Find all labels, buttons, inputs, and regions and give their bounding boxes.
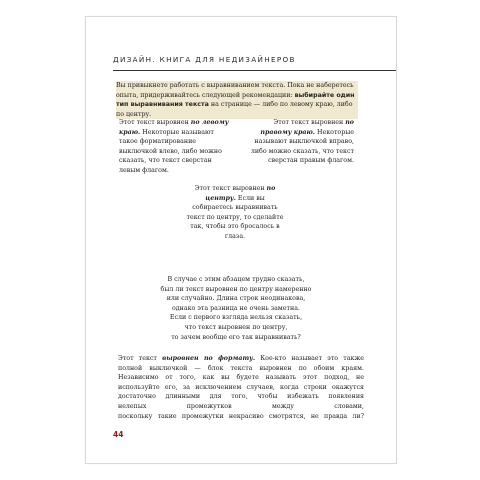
right-lead: Этот текст выровнен [273,119,344,126]
page-number: 44 [113,430,124,439]
left-lead: Этот текст выровнен [119,119,189,126]
centered-paragraph-2 [150,275,322,342]
intro-text: Вы привыкнете работать с выравниванием текста. Пока не наберетесь опыта, придерживайтесь следующей рекомендации: [116,82,354,99]
center-emphasis: по центру. [205,185,276,202]
justify-line: поскольку такие промежутки некрасиво смотрятся, не правда ли? [118,412,364,420]
intro-text-end: на странице — либо по левому краю, либо по центру. [116,101,353,118]
book-page [85,16,397,464]
right-aligned-paragraph [244,118,354,166]
left-aligned-paragraph [119,118,229,176]
intro-paragraph [116,81,358,119]
right-emphasis: по правому краю. [260,119,354,136]
center2-line: был ли текст выровнен по центру намеренно [160,285,312,293]
justify-line: полной выключкой — блок текста выровнен по обоим краям. [118,364,364,372]
intro-highlight: выбирайте один тип выравнивания текста [116,91,355,109]
center2-line: В случае с этим абзацем трудно сказать, [167,276,305,283]
center2-line: что текст выровнен по центру, [184,323,288,331]
justify-line: Кое-кто называет это также [260,355,364,362]
center2-line: Если с первого взгляда нельзя сказать, [169,314,303,322]
justify-line: Независимо от того, как вы будете называть этот подход, не [118,374,364,382]
justify-line: достаточно длинными для того, чтобы избежать появления [118,393,364,401]
running-header: ДИЗАЙН. КНИГА ДЛЯ НЕДИЗАЙНЕРОВ [113,55,296,64]
justify-line: нелепых промежутков между словами, [118,402,364,410]
left-rest: Некоторые называют такое форматирование выключкой влево, либо можно сказать, что текст сверстан левым флагом. [119,128,222,174]
left-emphasis: по левому краю. [119,119,229,136]
justify-line: используйте его, за исключением случаев, когда строки окажутся [118,383,364,391]
header-rule [113,70,396,71]
justified-paragraph [118,354,364,421]
center2-line: или случайно. Длина строк неодинакова, [166,295,306,303]
justify-first-line [118,354,364,364]
center2-line: то зачем вообще его так выравнивать? [171,333,301,341]
center-rest: Если вы собираетесь выравнивать текст по центру, то сделайте так, чтобы это бросалось в глаза. [186,194,284,240]
center2-line: однако эта разница не очень заметна. [171,304,300,312]
center-lead: Этот текст выровнен [194,185,265,192]
justify-emphasis: выровнен по формату. [162,355,256,362]
centered-paragraph [185,184,285,242]
justify-lead: Этот текст [118,355,157,362]
right-rest: Некоторые называют выключкой вправо, либо можно сказать, что текст сверстан правым флагом. [250,128,354,165]
